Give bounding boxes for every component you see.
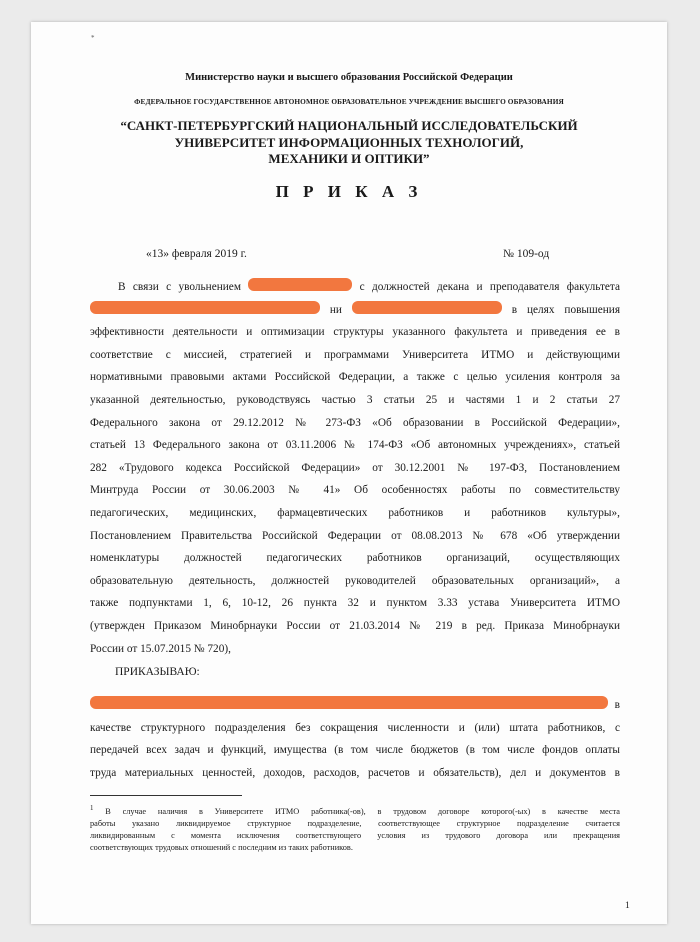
text-line: соответствие с миссией, стратегией и программами Университета ИТМО и действующими [90,348,620,361]
text-line: 282 «Трудового кодекса Российской Федерации» от 30.12.2001 № 197-ФЗ, Постановлением [90,461,620,474]
text-line: передачей всех задач и функций, имущества (в том числе бюджетов (в том числе фондов оплаты [90,744,620,757]
corner-mark: * [91,34,95,42]
text-line: России от 15.07.2015 № 720), [90,642,231,655]
document-page [31,22,667,924]
text-line [90,276,620,299]
text-line: образовательную деятельность, должностей руководителей образовательных организаций», а [90,574,620,587]
university-line: “САНКТ-ПЕТЕРБУРГСКИЙ НАЦИОНАЛЬНЫЙ ИССЛЕДОВАТЕЛЬСКИЙ [120,118,578,133]
text-line: качестве структурного подразделения без сокращения численности и (или) штата работников, с [90,721,620,734]
redaction-mark [90,696,608,709]
text-segment: в целях повышения [511,303,621,316]
order-title: П Р И К А З [275,182,423,201]
text-segment: ни [329,303,342,316]
text-line: эффективности деятельности и оптимизации структуры указанного факультета и приведения ее в [90,326,620,339]
footnote-line [90,803,620,818]
university-line: МЕХАНИКИ И ОПТИКИ” [268,151,430,166]
text-line [90,694,620,717]
text-line: Минтруда России от 30.06.2003 № 41» Об особенностях работы по совместительству [90,484,620,497]
text-segment: с должностей декана и преподавателя факультета [359,281,620,293]
text-line: указанной деятельностью, руководствуясь частью 3 статьи 25 и частями 1 и 2 статьи 27 [90,393,620,406]
footnote-line: работы указано ликвидируемое структурное подразделение, соответствующее структурное подразделение считается [90,818,620,828]
text-line: труда материальных ценностей, доходов, расходов, расчетов и обязательств), дел и документов в [90,766,620,779]
text-line: номенклатуры должностей педагогических работников организаций, осуществляющих [90,552,620,565]
text-line: (утвержден Приказом Минобрнауки России от 21.03.2014 № 219 в ред. Приказа Минобрнауки [90,619,620,632]
preamble-text [90,276,620,660]
footnote-divider [90,795,242,796]
redaction-mark [352,301,502,314]
footnote-marker: 1 [90,805,94,812]
text-segment: В связи с увольнением [118,281,241,293]
text-line: статьей 13 Федерального закона от 03.11.2006 № 174-ФЗ «Об автономных учреждениях», статьей [90,439,620,452]
footnote [90,803,620,855]
text-line: педагогических, медицинских, фармацевтических работников и работников культуры», [90,506,620,519]
text-line [90,299,620,322]
text-line: также подпунктами 1, 6, 10-12, 26 пункта 32 и пунктом 3.33 устава Университета ИТМО [90,597,620,610]
text-segment: В случае наличия в Университете ИТМО работника(-ов), в трудовом договоре которого(-ых) в качестве места [105,806,620,816]
footnote-line: соответствующих трудовых отношений с последним из таких работников. [90,843,353,853]
redaction-mark [90,301,320,314]
ministry-heading: Министерство науки и высшего образования Российской Федерации [185,72,513,83]
order-number: № 109-од [503,248,550,260]
university-name [31,118,667,168]
footnote-line: ликвидированным с момента исключения соответствующего условия из трудового договора или прекращения [90,831,620,841]
redaction-mark [248,278,352,291]
page-number: 1 [625,901,630,911]
text-line: Федерального закона от 29.12.2012 № 273-ФЗ «Об образовании в Российской Федерации», [90,416,620,429]
university-line: УНИВЕРСИТЕТ ИНФОРМАЦИОННЫХ ТЕХНОЛОГИЙ, [174,134,524,150]
decree-text [90,694,620,784]
decree-heading: ПРИКАЗЫВАЮ: [115,666,200,678]
text-line: Постановлением Правительства Российской Федерации от 08.08.2013 № 678 «Об утверждении [90,529,620,542]
order-date: «13» февраля 2019 г. [146,248,247,260]
federal-institution-heading: ФЕДЕРАЛЬНОЕ ГОСУДАРСТВЕННОЕ АВТОНОМНОЕ ОБРАЗОВАТЕЛЬНОЕ УЧРЕЖДЕНИЕ ВЫСШЕГО ОБРАЗОВАНИЯ [134,97,564,106]
text-line: нормативными правовыми актами Российской Федерации, а также с целью усиления контроля за [90,371,620,384]
text-segment: в [614,699,620,711]
